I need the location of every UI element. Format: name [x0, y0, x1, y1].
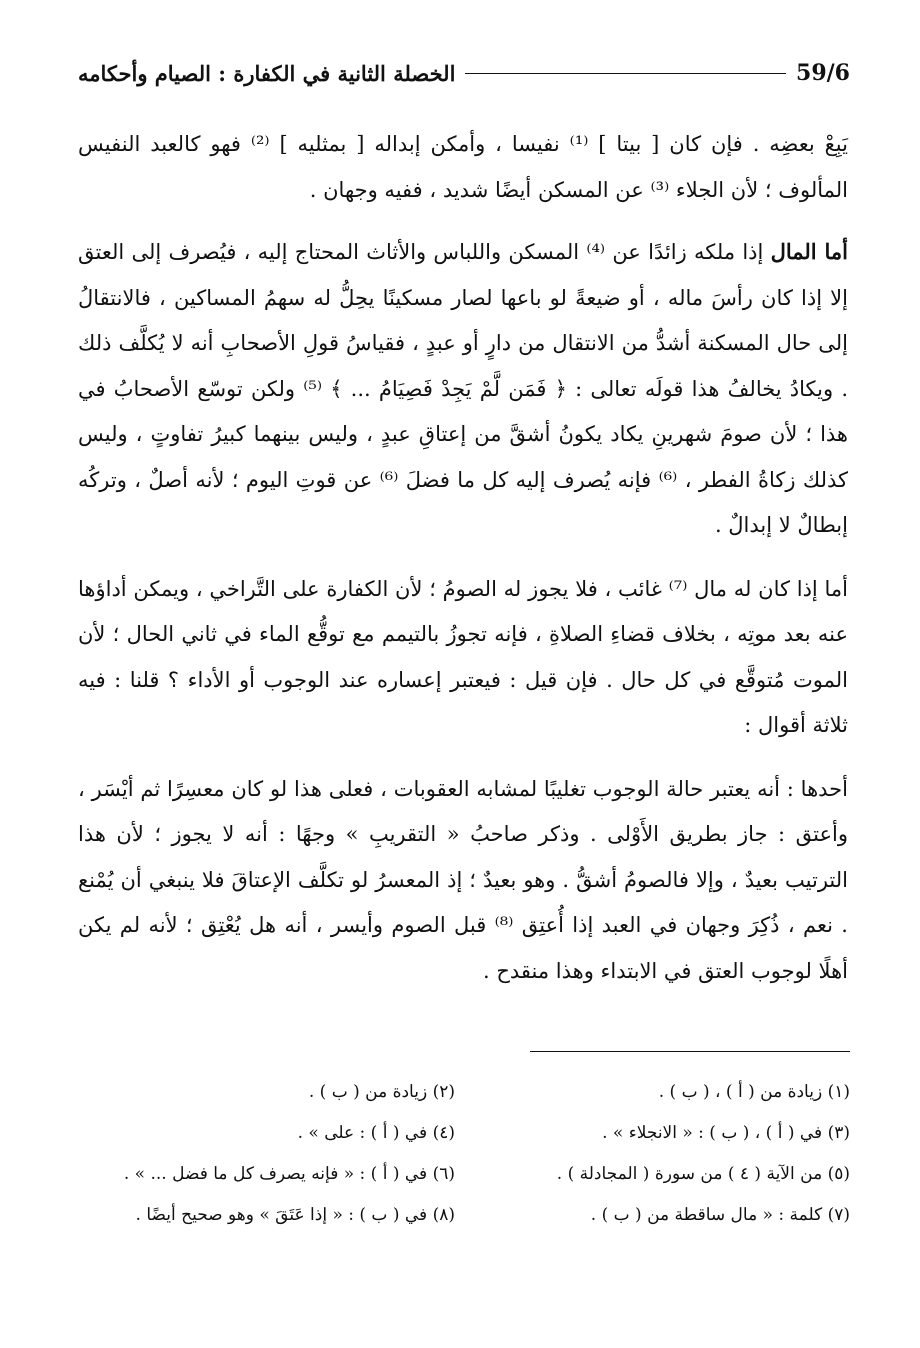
header-rule: [465, 73, 786, 74]
paragraph-1: [78, 122, 848, 213]
paragraph-1-text: يَبِعْ بعضِه . فإن كان [ بيتا ] ⁽¹⁾ نفيسا ، وأمكن إبداله [ بمثليه ] ⁽²⁾ فهو كالعبد النفيس المألوف ؛ لأن الجلاء ⁽³⁾ عن المسكن أيضًا شديد ، ففيه وجهان .: [78, 132, 848, 202]
header-title: الخصلة الثانية في الكفارة : الصيام وأحكامه: [78, 60, 456, 86]
footnote-5: (٥) من الآية ( ٤ ) من سورة ( المجادلة ) .: [556, 1164, 850, 1184]
footnote-7: (٧) كلمة : « مال ساقطة من ( ب ) .: [590, 1205, 850, 1225]
running-header: [78, 56, 850, 90]
paragraph-3: [78, 567, 848, 749]
paragraph-4-text: أحدها : أنه يعتبر حالة الوجوب تغليبًا لمشابه العقوبات ، فعلى هذا لو كان معسِرًا ثم أيْسَر ، وأعتق : جاز بطريق الأَوْلى . وذكر صاحبُ « التقريبِ » وجهًا : أنه لا يجوز ؛ لأن هذا الترتيب بعيدٌ ، وإلا فالصومُ أشقُّ . وهو بعيدٌ ؛ إذ المعسرُ لو تكلَّف الإعتاقَ فلا ينبغي أن يُمْنع . نعم ، ذُكِرَ وجهان في العبد إذا أُعتِق ⁽⁸⁾ قبل الصوم وأيسر ، أنه هل يُعْتِق ؛ لأنه لم يكن أهلًا لوجوب العتق في الابتداء وهذا منقدح .: [78, 776, 848, 983]
footnotes: [80, 1076, 850, 1232]
main-text: [78, 122, 848, 1012]
paragraph-2: [78, 229, 848, 549]
footnote-separator: [530, 1051, 850, 1052]
footnote-4: (٤) في ( أ ) : على » .: [297, 1123, 455, 1143]
paragraph-3-text: أما إذا كان له مال ⁽⁷⁾ غائب ، فلا يجوز له الصومُ ؛ لأن الكفارة على التَّراخي ، ويمكن أداؤها عنه بعد موتِه ، بخلاف قضاءِ الصلاةِ ، فإنه تجوزُ بالتيمم مع توقُّع الماء في ثاني الحال ؛ لأن الموت مُتوقَّع في كل حال . فإن قيل : فيعتبر إعساره عند الوجوب أو الأداء ؟ قلنا : فيه ثلاثة أقوال :: [78, 576, 848, 737]
page-number: 59/6: [796, 60, 850, 86]
paragraph-4: [78, 767, 848, 995]
footnote-3: (٣) في ( أ ) ، ( ب ) : « الانجلاء » .: [602, 1123, 850, 1143]
footnote-8: (٨) في ( ب ) : « إذا عَتَقَ » وهو صحيح أيضًا .: [135, 1205, 455, 1225]
footnote-1: (١) زيادة من ( أ ) ، ( ب ) .: [658, 1082, 850, 1102]
paragraph-2-lead: أما المال: [770, 239, 848, 264]
footnote-2: (٢) زيادة من ( ب ) .: [308, 1082, 455, 1102]
paragraph-2-text: إذا ملكه زائدًا عن ⁽⁴⁾ المسكن واللباس والأثاث المحتاج إليه ، فيُصرف إلى العتق إلا إذا كان رأسَ ماله ، أو ضيعةً لو باعها لصار مسكينًا يحِلُّ له سهمُ المساكين ، فالانتقالُ إلى حال المسكنة أشدُّ من الانتقال من دارٍ أو عبدٍ ، فقياسُ قولِ الأصحابِ أنه لا يُكلَّف ذلك . ويكادُ يخالفُ هذا قولَه تعالى : ﴿ فَمَن لَّمْ يَجِدْ فَصِيَامُ ... ﴾ ⁽⁵⁾ ولكن توسّع الأصحابُ في هذا ؛ لأن صومَ شهرينِ يكاد يكونُ أشقَّ من إعتاقِ عبدٍ ، وليس بينهما كبيرُ تفاوتٍ ، وليس كذلك زكاةُ الفطر ، ⁽⁶⁾ فإنه يُصرف إليه كل ما فضلَ ⁽⁶⁾ عن قوتِ اليوم ؛ لأنه أصلٌ ، وتركُه إبطالٌ لا إبدالٌ .: [78, 240, 849, 537]
footnote-6: (٦) في ( أ ) : « فإنه يصرف كل ما فضل ... » .: [123, 1164, 455, 1184]
